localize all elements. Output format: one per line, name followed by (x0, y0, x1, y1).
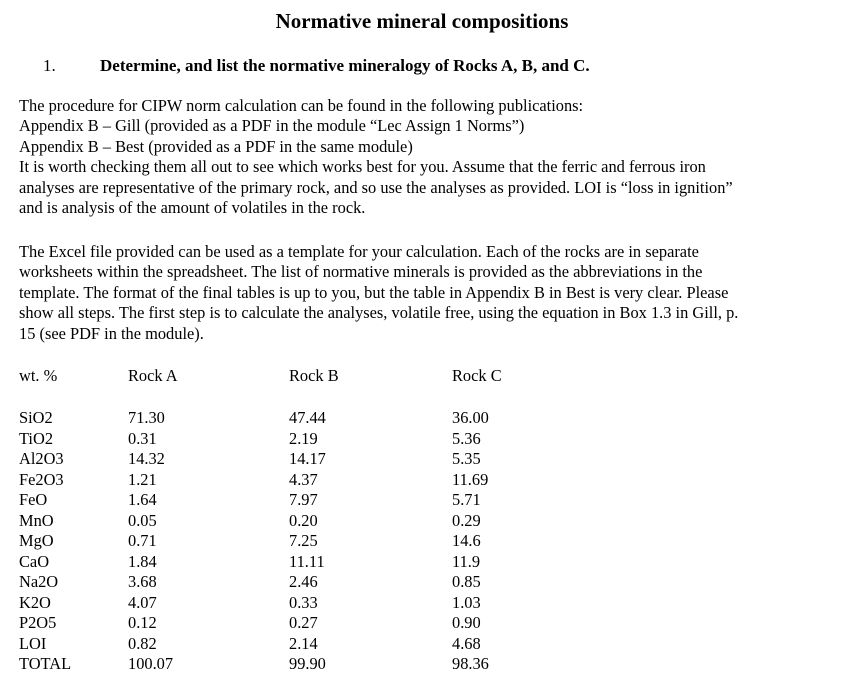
table-cell-rock-c: 14.6 (452, 531, 481, 550)
paragraph-line: and is analysis of the amount of volatiles in the rock. (19, 198, 366, 218)
table-cell-rock-a: 1.84 (128, 551, 157, 571)
table-cell-rock-b: 99.90 (289, 654, 326, 673)
table-cell-rock-b: 2.46 (289, 572, 318, 591)
table-cell-rock-b: 0.20 (289, 510, 318, 530)
table-cell-oxide: MnO (19, 510, 54, 530)
table-header-wt: wt. % (19, 366, 58, 385)
table-cell-oxide: Fe2O3 (19, 469, 64, 489)
table-cell-rock-a: 0.82 (128, 633, 157, 653)
table-cell-rock-a: 14.32 (128, 449, 165, 468)
paragraph-line: The Excel file provided can be used as a template for your calculation. Each of the rocks are in separate (19, 242, 699, 261)
table-cell-rock-b: 14.17 (289, 449, 326, 468)
table-cell-rock-b: 11.11 (289, 551, 325, 571)
paragraph-line: show all steps. The first step is to calculate the analyses, volatile free, using the equation in Box 1.3 in Gill, p. (19, 303, 739, 323)
table-cell-rock-b: 47.44 (289, 408, 326, 427)
page-title: Normative mineral compositions (275, 9, 569, 33)
table-cell-oxide: Al2O3 (19, 449, 64, 468)
question-number: 1. (43, 56, 56, 75)
table-cell-rock-a: 71.30 (128, 408, 165, 427)
table-cell-rock-b: 2.19 (289, 428, 318, 448)
table-cell-rock-b: 7.97 (289, 490, 318, 509)
table-cell-rock-b: 4.37 (289, 469, 318, 489)
table-header-rock-b: Rock B (289, 366, 339, 385)
table-cell-rock-a: 100.07 (128, 654, 174, 673)
paragraph-line: worksheets within the spreadsheet. The list of normative minerals is provided as the abbreviations in the (19, 262, 703, 282)
table-cell-rock-b: 7.25 (289, 531, 318, 550)
table-cell-oxide: P2O5 (19, 613, 57, 632)
table-cell-oxide: TiO2 (19, 428, 54, 448)
table-cell-rock-b: 0.27 (289, 613, 318, 632)
table-cell-rock-a: 1.21 (128, 469, 157, 489)
question-text: Determine, and list the normative mineralogy of Rocks A, B, and C. (100, 56, 590, 75)
table-cell-rock-a: 0.12 (128, 613, 157, 632)
table-cell-rock-a: 3.68 (128, 572, 157, 591)
table-cell-rock-c: 0.29 (452, 510, 481, 530)
table-cell-oxide: CaO (19, 551, 50, 571)
table-header-rock-c: Rock C (452, 366, 502, 385)
table-cell-rock-c: 0.90 (452, 613, 481, 632)
table-cell-oxide: Na2O (19, 572, 59, 591)
table-cell-rock-c: 11.69 (452, 469, 489, 489)
table-cell-rock-a: 1.64 (128, 490, 157, 509)
table-cell-oxide: TOTAL (19, 654, 72, 673)
instructions-paragraph-2 (19, 242, 824, 344)
table-cell-oxide: K2O (19, 592, 51, 612)
paragraph-line: Appendix B – Gill (provided as a PDF in the module “Lec Assign 1 Norms”) (19, 116, 525, 136)
instructions-paragraph-1 (19, 96, 824, 218)
table-cell-rock-c: 5.71 (452, 490, 481, 509)
table-cell-rock-a: 4.07 (128, 592, 157, 612)
table-cell-rock-c: 5.35 (452, 449, 481, 468)
table-cell-rock-c: 0.85 (452, 572, 481, 591)
paragraph-line: template. The format of the final tables is up to you, but the table in Appendix B in Best is very clear. Please (19, 282, 729, 302)
table-cell-rock-b: 0.33 (289, 592, 318, 612)
table-cell-rock-a: 0.71 (128, 531, 157, 550)
table-cell-rock-a: 0.05 (128, 510, 157, 530)
table-cell-rock-a: 0.31 (128, 428, 157, 448)
paragraph-line: The procedure for CIPW norm calculation can be found in the following publications: (19, 96, 584, 115)
table-cell-rock-c: 1.03 (452, 592, 481, 612)
table-cell-rock-c: 11.9 (452, 551, 481, 571)
table-cell-oxide: FeO (19, 490, 48, 509)
table-cell-oxide: MgO (19, 531, 54, 550)
table-cell-rock-c: 4.68 (452, 633, 481, 653)
table-cell-rock-c: 36.00 (452, 408, 489, 427)
table-cell-oxide: LOI (19, 633, 47, 653)
table-cell-rock-c: 5.36 (452, 428, 481, 448)
table-cell-rock-c: 98.36 (452, 654, 489, 673)
paragraph-line: 15 (see PDF in the module). (19, 323, 204, 343)
table-cell-oxide: SiO2 (19, 408, 53, 427)
table-cell-rock-b: 2.14 (289, 633, 318, 653)
paragraph-line: It is worth checking them all out to see which works best for you. Assume that the ferric and ferrous iron (19, 157, 706, 177)
paragraph-line: Appendix B – Best (provided as a PDF in the same module) (19, 136, 413, 156)
table-header-rock-a: Rock A (128, 366, 178, 385)
paragraph-line: analyses are representative of the primary rock, and so use the analyses as provided. LOI is “loss in ignition” (19, 177, 733, 197)
